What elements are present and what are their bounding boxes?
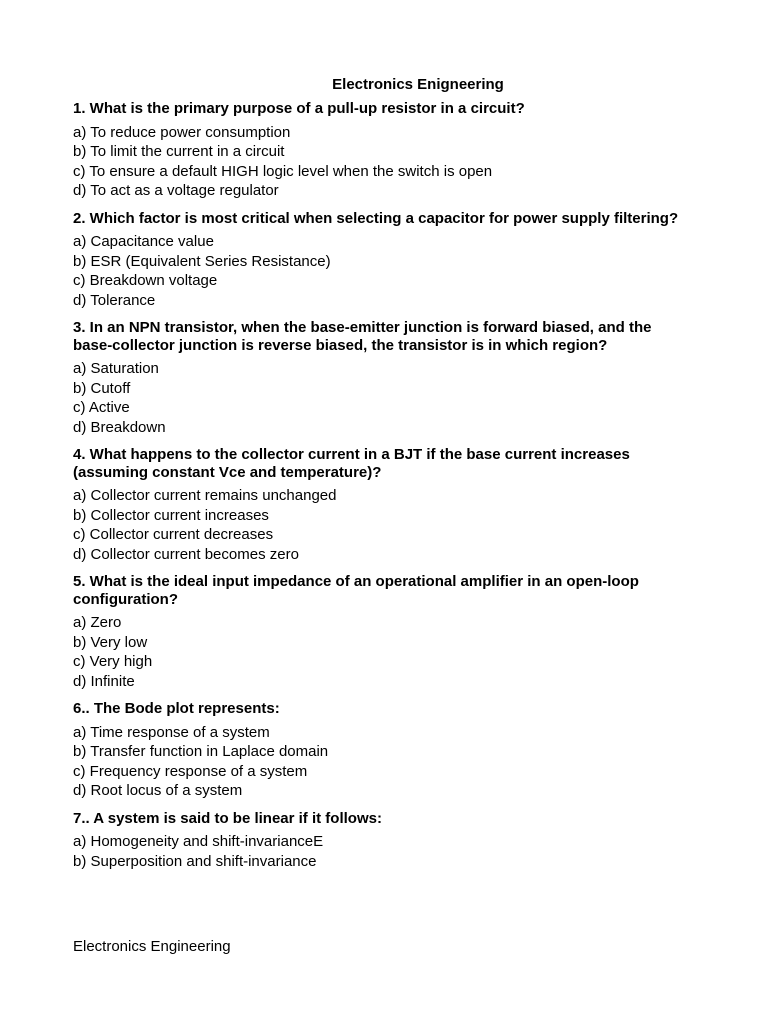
question-text: 7.. A system is said to be linear if it follows: [73, 809, 382, 827]
option-list [73, 232, 693, 310]
option-b: b) Collector current increases [73, 506, 269, 524]
question-6 [73, 700, 693, 801]
question-4 [73, 446, 693, 564]
option-d: d) Collector current becomes zero [73, 545, 299, 563]
question-text: 2. Which factor is most critical when selecting a capacitor for power supply filtering? [73, 209, 679, 227]
document-title: Electronics Enigneering [332, 76, 504, 93]
question-text: 6.. The Bode plot represents: [73, 700, 280, 717]
option-d: d) Tolerance [73, 291, 156, 309]
option-b: b) ESR (Equivalent Series Resistance) [73, 252, 331, 270]
option-a: a) Collector current remains unchanged [73, 487, 337, 504]
question-3 [73, 319, 693, 437]
option-b: b) Very low [73, 633, 148, 651]
option-b: b) Transfer function in Laplace domain [73, 743, 329, 760]
option-list [73, 359, 693, 437]
option-c: c) Very high [73, 653, 153, 670]
option-list [73, 123, 693, 201]
option-d: d) Breakdown [73, 418, 166, 436]
option-list [73, 613, 693, 691]
option-a: a) Capacitance value [73, 233, 214, 250]
question-text: 5. What is the ideal input impedance of an operational amplifier in an open-loop configuration? [73, 573, 639, 608]
question-text: 4. What happens to the collector current in a BJT if the base current increases (assuming constant Vce and temperature)? [73, 446, 630, 481]
question-list [73, 100, 693, 880]
option-list [73, 486, 693, 564]
option-b: b) Superposition and shift-invariance [73, 852, 317, 870]
option-a: a) Saturation [73, 360, 159, 377]
option-d: d) Root locus of a system [73, 782, 243, 799]
option-d: d) Infinite [73, 672, 135, 690]
option-list [73, 832, 693, 871]
option-list [73, 723, 693, 801]
option-b: b) To limit the current in a circuit [73, 143, 285, 160]
option-d: d) To act as a voltage regulator [73, 182, 279, 199]
option-a: a) Homogeneity and shift-invarianceE [73, 833, 324, 850]
option-a: a) To reduce power consumption [73, 123, 291, 141]
question-2 [73, 210, 693, 311]
option-a: a) Zero [73, 614, 122, 631]
option-c: c) To ensure a default HIGH logic level when the switch is open [73, 162, 493, 180]
page-footer: Electronics Engineering [73, 938, 231, 955]
option-c: c) Active [73, 399, 130, 416]
option-c: c) Collector current decreases [73, 526, 274, 543]
question-5 [73, 573, 693, 691]
question-7 [73, 810, 693, 872]
question-text: 3. In an NPN transistor, when the base-emitter junction is forward biased, and the base-collector junction is reverse biased, the transistor is in which region? [73, 319, 652, 354]
option-a: a) Time response of a system [73, 723, 270, 741]
question-1 [73, 100, 693, 201]
question-text: 1. What is the primary purpose of a pull-up resistor in a circuit? [73, 100, 525, 117]
option-b: b) Cutoff [73, 379, 131, 397]
option-c: c) Frequency response of a system [73, 762, 308, 780]
option-c: c) Breakdown voltage [73, 272, 218, 289]
